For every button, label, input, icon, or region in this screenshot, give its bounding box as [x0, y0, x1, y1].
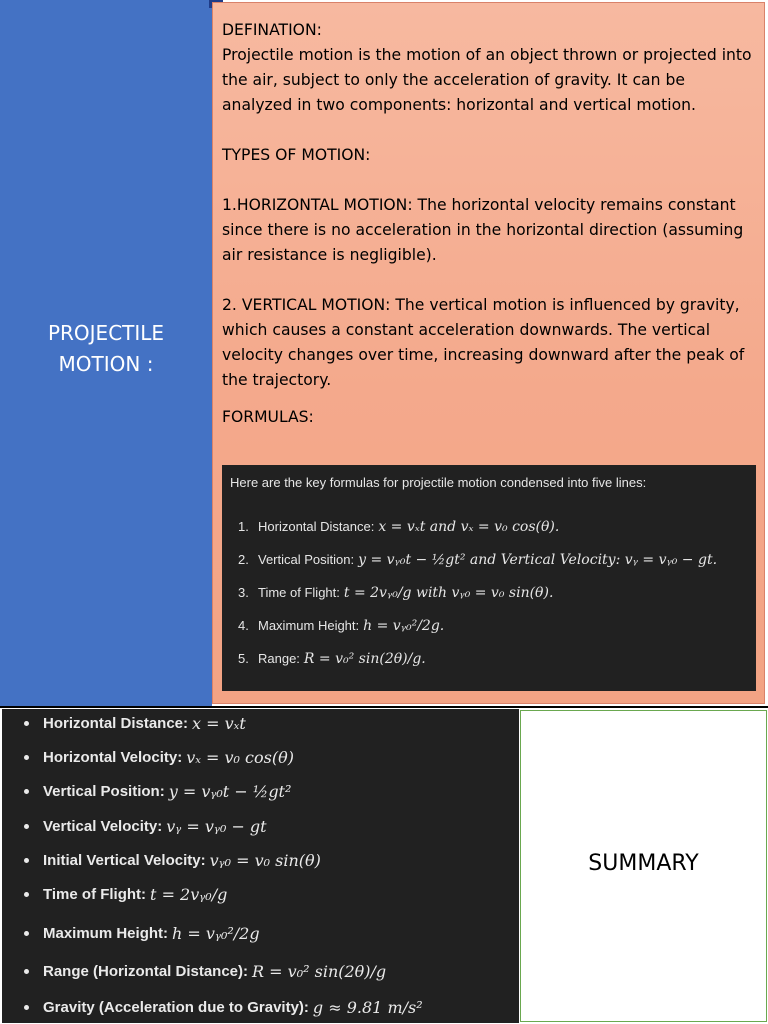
summary-item-label: Vertical Position: — [43, 782, 165, 800]
formula-label: Maximum Height: — [258, 618, 360, 633]
summary-item-math: R = v₀² sin(2θ)/g — [252, 961, 387, 981]
formula-math: y = vᵧ₀t − ½gt² and Vertical Velocity: vᵧ = vᵧ₀ − gt. — [358, 551, 718, 568]
formula-label: Range: — [258, 651, 300, 666]
formula-label: Vertical Position: — [258, 552, 355, 567]
summary-item-math: x = vₓt — [192, 713, 246, 733]
bullet-icon — [24, 858, 29, 863]
summary-item — [24, 921, 260, 945]
types-heading: TYPES OF MOTION: — [222, 146, 371, 164]
summary-item — [24, 995, 423, 1019]
horizontal-motion-text: 1.HORIZONTAL MOTION: The horizontal velocity remains constant since there is no acceleration in the horizontal direction (assuming air resistance is negligible). — [222, 196, 744, 264]
bullet-icon — [24, 721, 29, 726]
formula-number: 4. — [238, 618, 249, 633]
formula-number: 1. — [238, 519, 249, 534]
formula-number: 3. — [238, 585, 249, 600]
formula-list — [230, 510, 748, 675]
formula-math: t = 2vᵧ₀/g with vᵧ₀ = v₀ sin(θ). — [343, 584, 554, 601]
bullet-icon — [24, 755, 29, 760]
summary-item-label: Time of Flight: — [43, 885, 147, 903]
summary-item-math: g ≈ 9.81 m/s² — [312, 997, 423, 1017]
bullet-icon — [24, 969, 29, 974]
summary-item-math: y = vᵧ₀t − ½gt² — [168, 781, 292, 801]
formula-label: Horizontal Distance: — [258, 519, 375, 534]
bullet-icon — [24, 1005, 29, 1010]
summary-item — [24, 959, 386, 983]
summary-item-math: vᵧ₀ = v₀ sin(θ) — [209, 850, 321, 870]
summary-item-label: Range (Horizontal Distance): — [43, 962, 249, 980]
definition-text-block — [222, 18, 754, 430]
summary-item-math: h = vᵧ₀²/2g — [172, 923, 260, 943]
summary-item — [24, 848, 321, 872]
summary-item-label: Maximum Height: — [43, 924, 169, 942]
formula-item — [238, 543, 748, 576]
bullet-icon — [24, 892, 29, 897]
summary-item — [24, 711, 246, 735]
formula-item — [238, 642, 748, 675]
definition-heading: DEFINATION: — [222, 21, 322, 39]
bullet-icon — [24, 931, 29, 936]
formula-label: Time of Flight: — [258, 585, 340, 600]
formula-intro: Here are the key formulas for projectile motion condensed into five lines: — [230, 475, 647, 490]
definition-body: Projectile motion is the motion of an object thrown or projected into the air, subject to only the acceleration of gravity. It can be analyzed in two components: horizontal and vertical motion. — [222, 46, 752, 114]
summary-item — [24, 779, 291, 803]
summary-item — [24, 745, 294, 769]
summary-box — [520, 710, 767, 1022]
summary-item-label: Horizontal Velocity: — [43, 748, 183, 766]
formula-math: R = v₀² sin(2θ)/g. — [303, 650, 426, 667]
vertical-motion-text: 2. VERTICAL MOTION: The vertical motion is influenced by gravity, which causes a constant acceleration downwards. The vertical velocity changes over time, increasing downward after the peak of the trajectory. — [222, 296, 745, 389]
summary-label: SUMMARY — [588, 851, 699, 876]
summary-item — [24, 814, 267, 838]
bullet-icon — [24, 824, 29, 829]
formula-number: 2. — [238, 552, 249, 567]
bullet-icon — [24, 789, 29, 794]
summary-item-math: vᵧ = vᵧ₀ − gt — [166, 816, 267, 836]
summary-item-math: t = 2vᵧ₀/g — [150, 884, 228, 904]
summary-item-label: Initial Vertical Velocity: — [43, 851, 206, 869]
summary-item-label: Gravity (Acceleration due to Gravity): — [43, 998, 309, 1016]
formula-number: 5. — [238, 651, 249, 666]
page-title: PROJECTILE MOTION : — [47, 321, 165, 376]
section-divider — [0, 706, 768, 708]
formulas-heading: FORMULAS: — [222, 408, 314, 426]
formula-math: x = vₓt and vₓ = v₀ cos(θ). — [378, 518, 560, 535]
formula-item — [238, 510, 748, 543]
formula-item — [238, 576, 748, 609]
summary-item-label: Vertical Velocity: — [43, 817, 163, 835]
formula-item — [238, 609, 748, 642]
formula-box — [222, 465, 756, 691]
summary-list-panel — [2, 709, 519, 1023]
summary-item-math: vₓ = v₀ cos(θ) — [186, 747, 294, 767]
summary-item-label: Horizontal Distance: — [43, 714, 189, 732]
summary-item — [24, 882, 227, 906]
formula-math: h = vᵧ₀²/2g. — [363, 617, 445, 634]
